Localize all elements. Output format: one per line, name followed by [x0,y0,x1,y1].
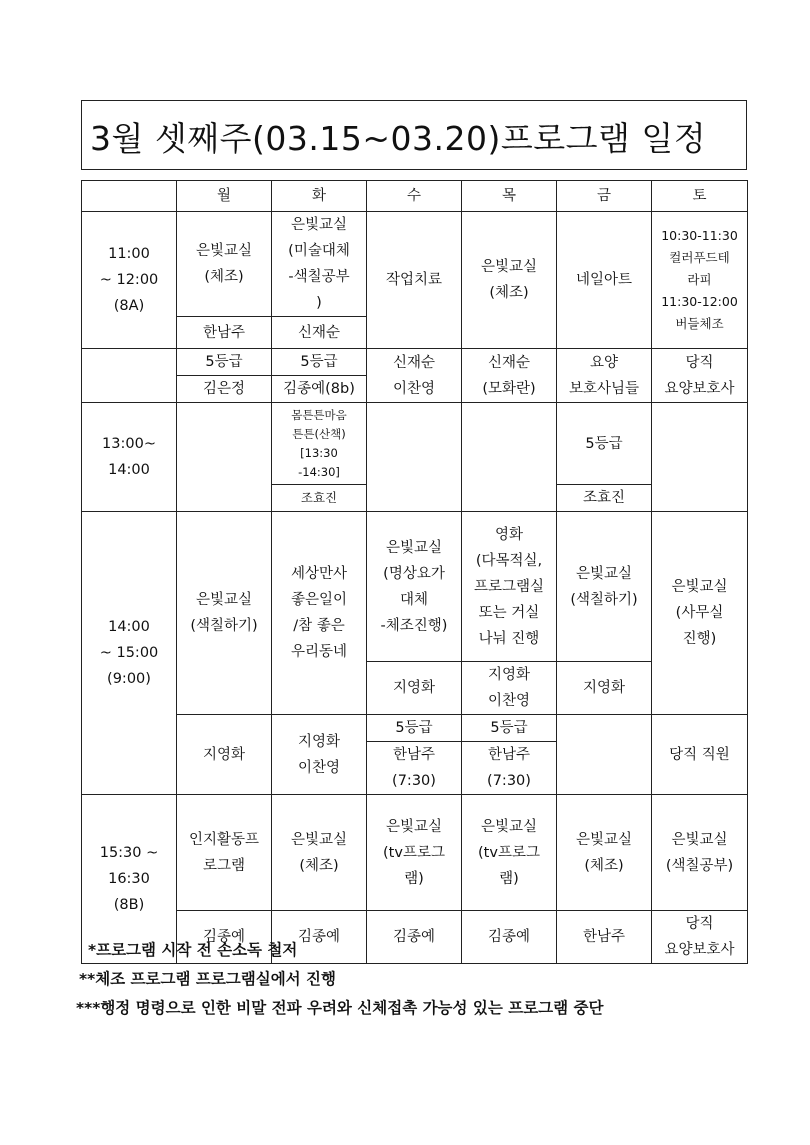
mon-1100-staff: 한남주 [177,317,272,349]
wed-1100-staff: 신재순 이찬영 [367,349,462,403]
mon-1530-program: 인지활동프 로그램 [177,795,272,911]
time-cell-1530: 15:30 ~ 16:30 (8B) [82,795,177,964]
thu-1400-staff: 지영화 이찬영 [462,662,557,715]
fri-1100-program: 네일아트 [557,212,652,349]
mon-1300-program [177,403,272,512]
thu-1530-staff: 김종예 [462,911,557,964]
thu-1300-program [462,403,557,512]
sat-1100-staff: 당직 요양보호사 [652,349,748,403]
fri-1300-staff: 조효진 [557,485,652,512]
tue-1300-program: 몸튼튼마음 튼튼(산책) [13:30 -14:30] [272,403,367,485]
tue-1530-staff: 김종예 [272,911,367,964]
tue-1400-staff: 지영화 이찬영 [272,715,367,795]
tue-1400-program: 세상만사 좋은일이 /참 좋은 우리동네 [272,512,367,715]
tue-1100-program: 은빛교실 (미술대체 -색칠공부 ) [272,212,367,317]
fri-1400-program: 은빛교실 (색칠하기) [557,512,652,662]
thu-1400-grade: 5등급 [462,715,557,742]
header-thu: 목 [462,181,557,212]
mon-1100-grade-staff: 김은정 [177,376,272,403]
sat-1300-program [652,403,748,512]
header-wed: 수 [367,181,462,212]
fri-1400-staff: 지영화 [557,662,652,715]
wed-1400-grade: 5등급 [367,715,462,742]
time-cell-1100: 11:00 ~ 12:00 (8A) [82,212,177,349]
header-fri: 금 [557,181,652,212]
thu-1100-program: 은빛교실 (체조) [462,212,557,349]
header-sat: 토 [652,181,748,212]
sat-1100-program: 10:30-11:30 컬러푸드테 라피 11:30-12:00 버들체조 [652,212,748,349]
tue-1100-grade: 5등급 [272,349,367,376]
notes [76,936,603,1023]
fri-1530-staff: 한남주 [557,911,652,964]
note-1: *프로그램 시작 전 손소독 철저 [88,941,298,959]
wed-1400-grade-staff: 한남주 (7:30) [367,742,462,795]
header-time-cell [82,181,177,212]
sat-1400-program: 은빛교실 (사무실 진행) [652,512,748,715]
wed-1400-program: 은빛교실 (명상요가 대체 -체조진행) [367,512,462,662]
tue-1300-staff: 조효진 [272,485,367,512]
sat-1530-staff: 당직 요양보호사 [652,911,748,964]
header-tue: 화 [272,181,367,212]
mon-1100-grade: 5등급 [177,349,272,376]
sat-1400-staff: 당직 직원 [652,715,748,795]
wed-1400-staff: 지영화 [367,662,462,715]
fri-1300-program: 5등급 [557,403,652,485]
mon-1400-program: 은빛교실 (색칠하기) [177,512,272,715]
wed-1530-program: 은빛교실 (tv프로그 램) [367,795,462,911]
time-cell-1100-grade [82,349,177,403]
thu-1400-program: 영화 (다목적실, 프로그램실 또는 거실 나눠 진행 [462,512,557,662]
header-mon: 월 [177,181,272,212]
mon-1400-staff: 지영화 [177,715,272,795]
thu-1530-program: 은빛교실 (tv프로그 램) [462,795,557,911]
wed-1300-program [367,403,462,512]
wed-1100-program: 작업치료 [367,212,462,349]
wed-1530-staff: 김종예 [367,911,462,964]
tue-1530-program: 은빛교실 (체조) [272,795,367,911]
time-cell-1300: 13:00~ 14:00 [82,403,177,512]
title-box [81,100,747,170]
note-3: ***행정 명령으로 인한 비말 전파 우려와 신체접촉 가능성 있는 프로그램 중단 [76,999,604,1017]
tue-1100-grade-staff: 김종예(8b) [272,376,367,403]
thu-1100-staff: 신재순 (모화란) [462,349,557,403]
mon-1100-program: 은빛교실 (체조) [177,212,272,317]
fri-1100-staff: 요양 보호사님들 [557,349,652,403]
header-row [82,181,748,212]
thu-1400-grade-staff: 한남주 (7:30) [462,742,557,795]
fri-1400-grade [557,715,652,795]
tue-1100-staff: 신재순 [272,317,367,349]
fri-1530-program: 은빛교실 (체조) [557,795,652,911]
sat-1530-program: 은빛교실 (색칠공부) [652,795,748,911]
note-2: **체조 프로그램 프로그램실에서 진행 [79,970,336,988]
mon-1530-staff: 김종예 [177,911,272,964]
schedule-table [81,180,748,964]
page-title: 3월 셋째주(03.15~03.20)프로그램 일정 [90,119,707,158]
time-cell-1400: 14:00 ~ 15:00 (9:00) [82,512,177,795]
